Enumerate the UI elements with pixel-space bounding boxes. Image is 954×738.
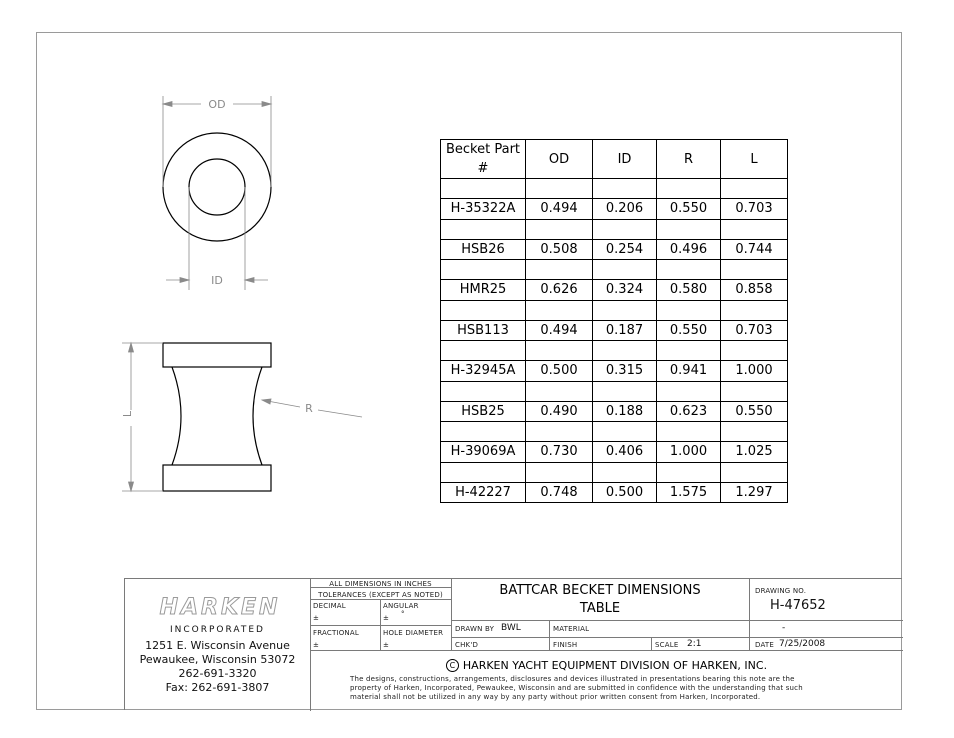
table-row	[441, 401, 788, 422]
bottom-flange	[163, 465, 271, 491]
cell-r: 1.000	[657, 442, 721, 463]
cell-od: 0.500	[526, 361, 593, 382]
top-flange	[163, 343, 271, 367]
table-row	[441, 361, 788, 382]
cell-part: HMR25	[441, 280, 526, 301]
cell-l: 0.703	[721, 199, 788, 220]
table-spacer-row	[441, 219, 788, 239]
notice-line-2: property of Harken, Incorporated, Pewaukee, Wisconsin and are submitted in confidence with the understanding that such	[350, 684, 803, 692]
side-view	[163, 343, 271, 491]
decimal-pm: ±	[313, 614, 320, 622]
decimal-label: DECIMAL	[313, 602, 346, 610]
drawing-no-label: DRAWING NO.	[755, 587, 807, 595]
header-od: OD	[526, 140, 593, 179]
copyright-line	[310, 659, 903, 672]
cell-r: 0.550	[657, 320, 721, 341]
hole-diameter-label: HOLE DIAMETER	[383, 629, 444, 637]
cell-r: 1.575	[657, 482, 721, 503]
cell-od: 0.626	[526, 280, 593, 301]
cell-r: 0.623	[657, 401, 721, 422]
outer-circle	[163, 133, 271, 241]
table-row	[441, 199, 788, 220]
od-label: OD	[208, 98, 226, 111]
material-value: -	[782, 623, 786, 633]
header-r: R	[657, 140, 721, 179]
finish-label: FINISH	[553, 641, 578, 649]
incorporated-text: INCORPORATED	[170, 625, 265, 635]
header-part: Becket Part #	[441, 140, 526, 179]
scale-value: 2:1	[687, 639, 702, 649]
copyright-text: HARKEN YACHT EQUIPMENT DIVISION OF HARKEN, INC.	[462, 659, 768, 672]
table-row	[441, 320, 788, 341]
drawn-by-label: DRAWN BY	[455, 625, 495, 633]
cell-part: H-32945A	[441, 361, 526, 382]
drawn-by-value: BWL	[501, 623, 521, 633]
cell-r: 0.580	[657, 280, 721, 301]
chkd-label: CHK'D	[455, 641, 479, 649]
cell-od: 0.508	[526, 239, 593, 260]
title-block	[124, 578, 902, 710]
angular-label: ANGULAR	[383, 602, 419, 610]
address-line-1: 1251 E. Wisconsin Avenue	[145, 639, 290, 652]
cell-id: 0.406	[593, 442, 657, 463]
tolerance-units: ALL DIMENSIONS IN INCHES	[329, 580, 432, 588]
table-spacer-row	[441, 179, 788, 199]
cell-l: 0.858	[721, 280, 788, 301]
angular-degree: °	[401, 610, 405, 618]
cell-od: 0.494	[526, 199, 593, 220]
cell-l: 0.550	[721, 401, 788, 422]
drawing-title-line-2: TABLE	[579, 601, 621, 616]
r-label: R	[305, 402, 313, 415]
table-spacer-row	[441, 341, 788, 361]
notice-line-3: material shall not be utilized in any way by any party without prior written consent from Harken, Incorporated.	[350, 693, 761, 701]
table-row	[441, 280, 788, 301]
cell-l: 1.025	[721, 442, 788, 463]
cell-od: 0.490	[526, 401, 593, 422]
table-row	[441, 482, 788, 503]
cell-l: 1.000	[721, 361, 788, 382]
header-l: L	[721, 140, 788, 179]
table-row	[441, 442, 788, 463]
date-label: DATE	[755, 641, 775, 649]
drawing-title-line-1: BATTCAR BECKET DIMENSIONS	[499, 583, 701, 598]
hole-diameter-pm: ±	[383, 641, 390, 649]
scale-label: SCALE	[655, 641, 679, 649]
table-spacer-row	[441, 462, 788, 482]
cell-r: 0.550	[657, 199, 721, 220]
harken-logo: HARKEN	[159, 595, 281, 620]
cell-part: HSB113	[441, 320, 526, 341]
cell-id: 0.500	[593, 482, 657, 503]
inner-circle	[189, 159, 245, 215]
left-curve	[172, 367, 181, 465]
material-label: MATERIAL	[553, 625, 590, 633]
cell-od: 0.748	[526, 482, 593, 503]
id-label: ID	[211, 274, 223, 287]
tolerance-note: TOLERANCES (EXCEPT AS NOTED)	[318, 591, 443, 599]
drawing-no-value: H-47652	[770, 598, 826, 613]
l-label: L	[121, 410, 134, 418]
cell-part: HSB26	[441, 239, 526, 260]
table-spacer-row	[441, 260, 788, 280]
table-row	[441, 239, 788, 260]
table-spacer-row	[441, 300, 788, 320]
cell-l: 0.703	[721, 320, 788, 341]
table-spacer-row	[441, 422, 788, 442]
cell-id: 0.254	[593, 239, 657, 260]
fractional-pm: ±	[313, 641, 320, 649]
header-id: ID	[593, 140, 657, 179]
table-header-row	[441, 140, 788, 179]
dimension-table	[440, 139, 788, 503]
cell-od: 0.494	[526, 320, 593, 341]
cell-part: H-35322A	[441, 199, 526, 220]
phone: 262-691-3320	[178, 667, 257, 680]
cell-id: 0.206	[593, 199, 657, 220]
cell-l: 1.297	[721, 482, 788, 503]
cell-l: 0.744	[721, 239, 788, 260]
fax: Fax: 262-691-3807	[165, 681, 270, 694]
cell-id: 0.188	[593, 401, 657, 422]
cell-part: H-42227	[441, 482, 526, 503]
cell-r: 0.496	[657, 239, 721, 260]
top-view	[163, 133, 271, 241]
cell-id: 0.315	[593, 361, 657, 382]
cell-id: 0.187	[593, 320, 657, 341]
cell-r: 0.941	[657, 361, 721, 382]
angular-pm: ±	[383, 614, 390, 622]
right-curve	[253, 367, 262, 465]
cell-od: 0.730	[526, 442, 593, 463]
copyright-icon: C	[446, 659, 459, 672]
date-value: 7/25/2008	[779, 639, 826, 649]
table-spacer-row	[441, 381, 788, 401]
fractional-label: FRACTIONAL	[313, 629, 359, 637]
cell-part: H-39069A	[441, 442, 526, 463]
notice-line-1: The designs, constructions, arrangements, disclosures and devices illustrated in presentations bearing this note are the	[350, 675, 795, 683]
address-line-2: Pewaukee, Wisconsin 53072	[139, 653, 296, 666]
cell-part: HSB25	[441, 401, 526, 422]
cell-id: 0.324	[593, 280, 657, 301]
